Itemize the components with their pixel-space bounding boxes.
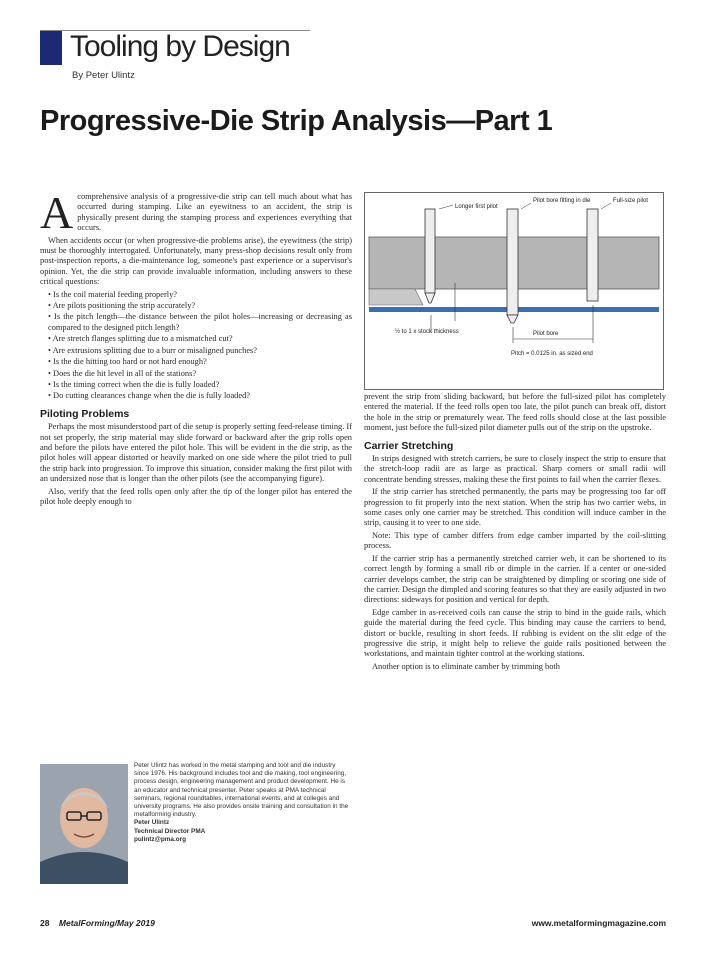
first-pilot-tip [425, 293, 435, 303]
leader-line [521, 203, 531, 209]
department-title: Tooling by Design [70, 30, 290, 63]
footer-left [40, 918, 155, 928]
bio-name: Peter Ulintz [134, 819, 170, 827]
middle-pilot-tip [507, 315, 518, 323]
question-item: • Are stretch flanges splitting due to a mismatched cut? [48, 334, 233, 344]
footer-website: www.metalformingmagazine.com [531, 918, 666, 928]
magazine-issue: MetalForming/May 2019 [58, 918, 155, 928]
drop-cap: A [40, 187, 74, 238]
intro-paragraph [40, 187, 352, 238]
left-column [40, 187, 352, 509]
paragraph: Edge camber in as-received coils can cause the strip to bind in the guide rails, which guide the material during the feed cycle. This binding may cause the carriers to bend, distort or buckle, resulting in short feeds. If rubbing is evident on the slit edge of the progressive die strip, it might help to relieve the guide rails positioned between the workstations, and maintain tighter control at the working stations. [364, 607, 666, 659]
label-first-pilot: Longer first pilot [455, 204, 498, 210]
paragraph: If the carrier strip has a permanently stretched carrier web, it can be shortened to its correct length by forming a small rib or dimple in the carrier. If a center or one-sided carrier develops camber, the strip can be straightened by dimpling or scoring one side of the carrier. Design the dimpled and scoring features so that they are easily adjusted in two directions: sideways for position and vertical for depth. [364, 553, 666, 605]
paragraph: If the strip carrier has stretched permanently, the parts may be progressing too far off progression to fit properly into the next station. When the strip has two carrier webs, in some cases only one carrier may be stretched. This condition will induce camber in the strip, causing it to veer to one side. [364, 487, 666, 528]
byline: By Peter Ulintz [72, 70, 135, 81]
paragraph: Also, verify that the feed rolls open only after the tip of the longer pilot has entered the pilot hole deeply enough to [40, 486, 352, 506]
paragraph: prevent the strip from sliding backward, but before the full-sized pilot has completely entered the material. If the feed rolls open too late, the pilot punch can break off, distort the hole in the strip or prematurely wear. The feed rolls should close at the last possible moment, just before the full-sized pilot diameter pulls out of the strip on the upstroke. [364, 392, 666, 433]
question-item: • Is the pitch length—the distance between the pilot holes—increasing or decreasing as compared to the designed pitch length? [48, 312, 352, 332]
leader-line [439, 205, 453, 209]
pilot-diagram-svg [365, 193, 663, 389]
label-pilot-bore: Pilot bore fitting in die [533, 198, 591, 204]
author-bio [134, 762, 350, 844]
question-item: • Does the die hit level in all of the stations? [48, 368, 197, 378]
paragraph: Note: This type of camber differs from edge camber imparted by the coil-slitting process. [364, 530, 666, 551]
question-item: • Do cutting clearances change when the die is fully loaded? [48, 391, 250, 401]
question-item: • Are extrusions splitting due to a burr or misaligned punches? [48, 345, 258, 355]
question-item: • Is the die hitting too hard or not hard enough? [48, 357, 207, 367]
bio-title: Technical Director PMA [134, 827, 206, 835]
intro-text: comprehensive analysis of a progressive-die strip can tell much about what has occurred during stamping. Like an eyewitness to an accident, the strip is physically present during the stamping process and experiences everything that occurs. [77, 192, 352, 233]
department-color-bar [40, 31, 62, 65]
label-pilot-nose: Pitch = 0.0125 in. as sized end [511, 351, 593, 357]
bio-email: pulintz@pma.org [134, 835, 187, 843]
author-photo [40, 764, 128, 884]
paragraph: In strips designed with stretch carriers, be sure to closely inspect the strip to ensure that the stretch-loop radii are as large as practical. Sharp corners or small radii will concentrate bending stresses, making these the first points to fail when the carrier flexes. [364, 454, 666, 484]
author-portrait [40, 764, 128, 884]
headline: Progressive-Die Strip Analysis—Part 1 [40, 105, 553, 137]
section-heading-piloting: Piloting Problems [40, 407, 130, 420]
pilot-diagram [364, 192, 664, 390]
right-column [364, 392, 666, 674]
middle-pilot [507, 209, 518, 315]
label-full-pilot: Full-size pilot [613, 198, 649, 204]
page-number: 28 [40, 918, 50, 928]
full-size-pilot [587, 209, 598, 301]
bio-text: Peter Ulintz has worked in the metal stamping and tool and die industry since 1976. His background includes tool and die making, tool engineering, process design, engineering management and product development. He is an educator and technical presenter. Peter speaks at PMA technical seminars, regional roundtables, international events, and at colleges and university programs. He also provides onsite training and consultation in the metalforming industry. [134, 762, 349, 819]
first-pilot [425, 209, 435, 293]
question-item: • Is the coil material feeding properly? [48, 289, 177, 299]
question-item: • Is the timing correct when the die is fully loaded? [48, 379, 220, 389]
section-heading-carrier: Carrier Stretching [364, 439, 454, 452]
label-pilot-end: Pilot bore [533, 331, 559, 337]
leader-line [601, 203, 611, 209]
paragraph: Perhaps the most misunderstood part of die setup is properly setting feed-release timing. If not set properly, the strip material may slide forward or backward after the grip rolls open and before the pilots have entered the pilot hole. This will be evident in the die strip, as the pilot holes will appear distorted or heavily marked on one side where the pilot tried to pull the strip back into progression. To improve this situation, consider making the first pilot with an undersized nose that is longer than the other pilots (see the accompanying figure). [40, 422, 352, 484]
paragraph: When accidents occur (or when progressive-die problems arise), the eyewitness (the strip) must be thoroughly interrogated. Unfortunately, many press-shop decisions result only from post-inspection reports, a die-maintenance log, someone's past experience or a supervisor's opinion. Yet, the die strip can provide invaluable information, including answers to these critical questions: [40, 235, 352, 287]
label-pilot-length: ½ to 1 x stock thickness [395, 329, 459, 335]
paragraph: Another option is to eliminate camber by trimming both [372, 661, 560, 671]
question-item: • Are pilots positioning the strip accurately? [48, 301, 196, 311]
die-block-edge [369, 289, 423, 305]
